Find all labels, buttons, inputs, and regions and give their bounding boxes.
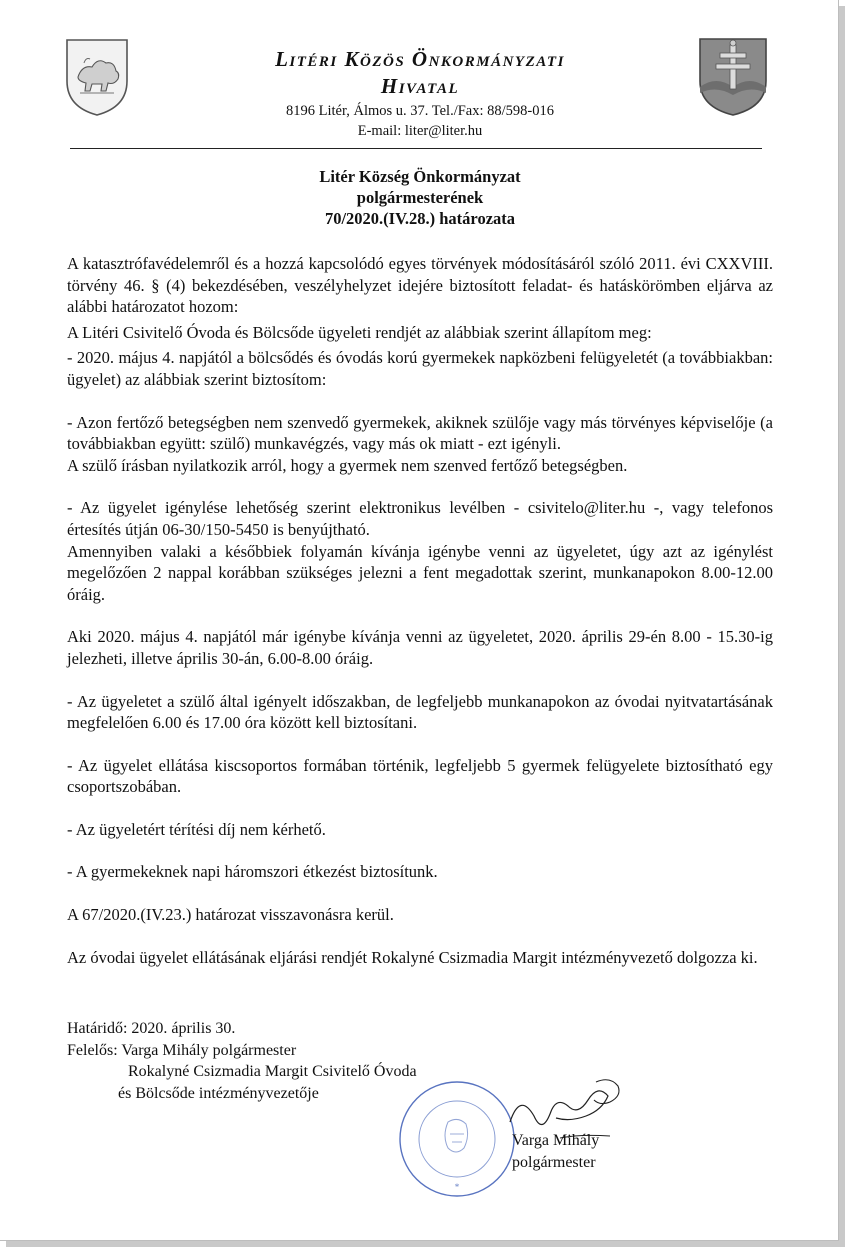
paragraph-group-size: - Az ügyelet ellátása kiscsoportos formában történik, legfeljebb 5 gyermek felügyelete biztosítható egy csoportszobában. <box>67 755 773 797</box>
paragraph-fee: - Az ügyeletért térítési díj nem kérhető. <box>67 819 326 839</box>
paragraph-opening-hours: - Az ügyeletet a szülő által igényelt időszakban, de legfeljebb munkanapokon az óvodai nyitvatartásának megfelelően 6.00 és 17.00 óra között kell biztosítani. <box>67 691 773 733</box>
document-title: Litér Község Önkormányzat polgármesterének 70/2020.(IV.28.) határozata <box>319 167 521 228</box>
paragraph-decision: A Litéri Csivitelő Óvoda és Bölcsőde ügyeleti rendjét az alábbiak szerint állapítom meg: <box>67 322 652 342</box>
signer-block <box>512 1130 599 1174</box>
organization-email: E-mail: liter@liter.hu <box>357 123 483 139</box>
deadline: Határidő: 2020. április 30. <box>67 1020 236 1037</box>
header-divider <box>70 148 762 149</box>
liter-coat-of-arms-icon <box>64 37 130 117</box>
organization-name: Litéri Közös Önkormányzati Hivatal <box>275 47 565 98</box>
responsible-person: Felelős: Varga Mihály polgármester <box>67 1041 297 1059</box>
paragraph-early-request: Aki 2020. május 4. napjától már igénybe kívánja venni az ügyeletet, 2020. április 29-én 8.00 - 15.30-ig jelezheti, illetve április 30-án, 6.00-8.00 óráig. <box>67 627 773 668</box>
organization-address: 8196 Litér, Álmos u. 37. Tel./Fax: 88/598-016 <box>286 103 554 119</box>
svg-text:*: * <box>454 1182 460 1192</box>
paragraph-request-method: - Az ügyelet igénylése lehetőség szerint elektronikus levélben - csivitelo@liter.hu -, vagy telefonos értesítés útján 06-30/150-5450 is benyújtható. <box>67 498 773 539</box>
paragraph-procedure: Az óvodai ügyelet ellátásának eljárási rendjét Rokalyné Csizmadia Margit intézményvezető dolgozza ki. <box>67 947 758 967</box>
paragraph-declaration: A szülő írásban nyilatkozik arról, hogy a gyermek nem szenved fertőző betegségben. <box>67 455 628 475</box>
paragraph-meals: - A gyermekeknek napi háromszori étkezést biztosítunk. <box>67 862 438 882</box>
paragraph-legal-basis: A katasztrófavédelemről és a hozzá kapcsolódó egyes törvények módosításáról szóló 2011. évi CXXVIII. törvény 46. § (4) bekezdésében, veszélyhelyzet idejére biztosított feladat- és hatáskörömben eljárva az alábbi határozatot hozom: <box>67 254 773 317</box>
signer-role: polgármester <box>512 1154 596 1171</box>
letterhead <box>150 46 690 140</box>
hungarian-double-cross-coat-of-arms-icon <box>696 35 770 117</box>
paragraph-request-notice: Amennyiben valaki a későbbiek folyamán kívánja igénybe venni az ügyeletet, úgy azt az igénylést megelőzően 2 nappal korábban szükséges jelezni a fent megadottak szerint, munkanapokon 8.00-12.00 óráig. <box>67 541 773 604</box>
responsible-person-3: és Bölcsőde intézményvezetője <box>118 1084 319 1102</box>
responsible-person-2: Rokalyné Csizmadia Margit Csivitelő Óvoda <box>128 1063 417 1080</box>
paragraph-start-date: - 2020. május 4. napjától a bölcsődés és óvodás korú gyermekek napközbeni felügyeletét (a továbbiakban: ügyelet) az alábbiak szerint biztosítom: <box>67 348 773 389</box>
signer-name: Varga Mihály <box>512 1132 600 1149</box>
paragraph-eligibility: - Azon fertőző betegségben nem szenvedő gyermekek, akiknek szülője vagy más törvényes képviselője (a továbbiakban együtt: szülő) munkavégzés, vagy más ok miatt - ezt igényli. <box>67 412 773 454</box>
paragraph-revocation: A 67/2020.(IV.23.) határozat visszavonásra kerül. <box>67 905 394 925</box>
document-body <box>67 253 773 968</box>
